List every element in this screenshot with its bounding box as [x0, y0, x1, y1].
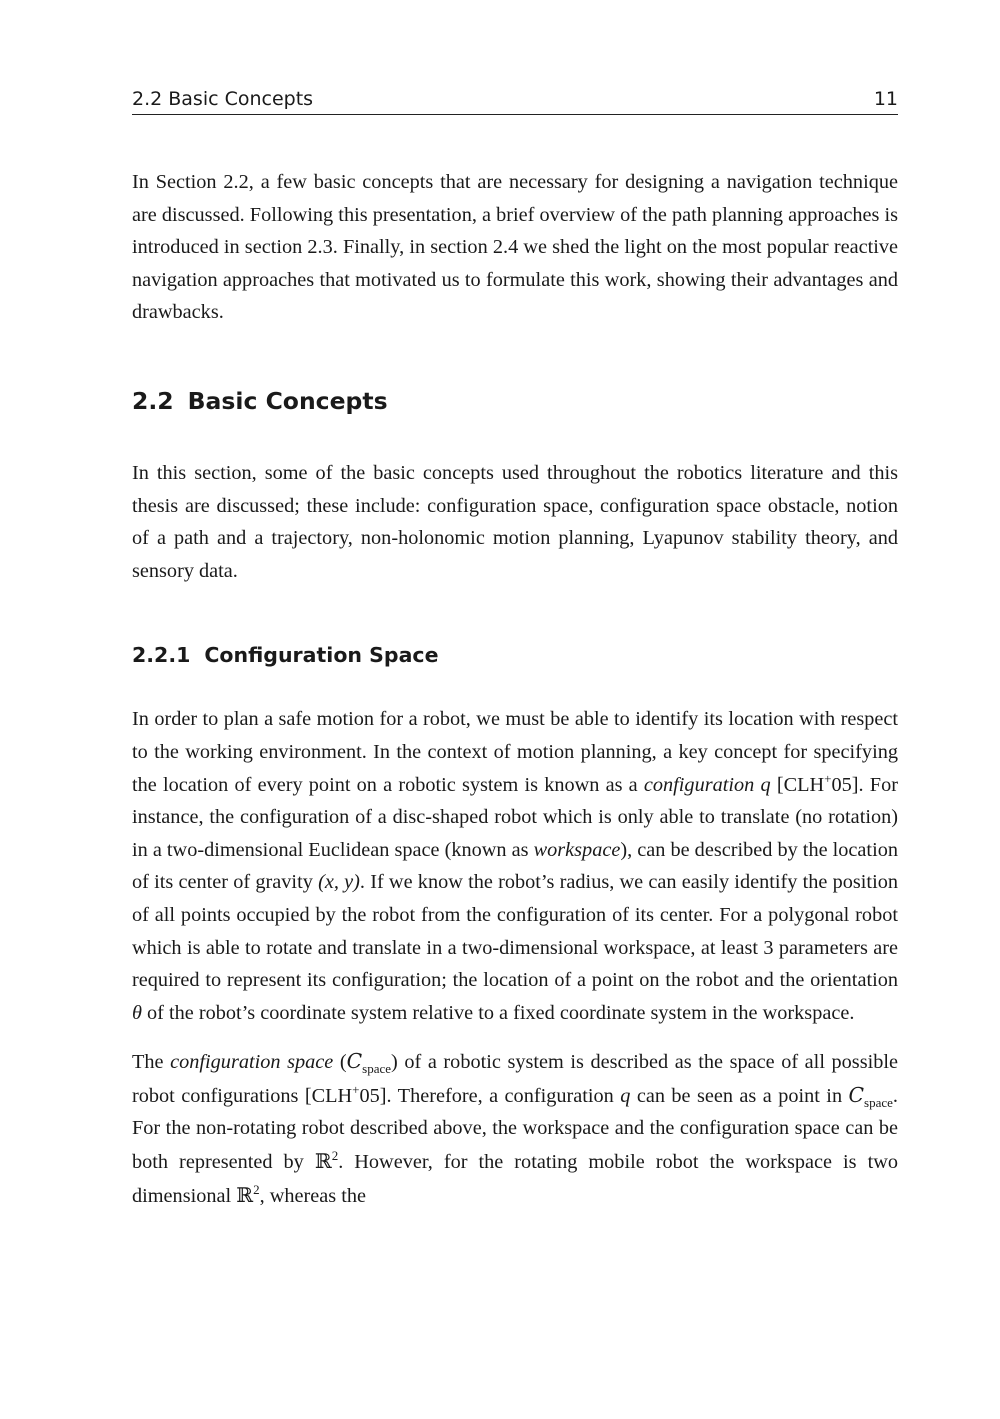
emphasis-configuration: configuration: [643, 773, 755, 796]
intro-paragraph: In Section 2.2, a few basic concepts that are necessary for designing a navigation technique are discussed. Following this presentation, a brief overview of the path planning approaches is introduced in section 2.3. Finally, in section 2.4 we shed the light on the most popular reactive navigation approaches that motivated us to formulate this work, showing their advantages and drawbacks.: [132, 171, 898, 324]
section-heading: [132, 387, 898, 415]
math-exponent: 2: [331, 1148, 339, 1164]
citation: [776, 770, 859, 796]
configuration-paragraph-1: [132, 703, 898, 1029]
text-run: (: [333, 1051, 347, 1074]
running-title: 2.2 Basic Concepts: [132, 88, 314, 110]
text-run: . Therefore, a configuration: [386, 1084, 621, 1107]
math-theta: θ: [132, 1001, 142, 1024]
math-cspace: C: [848, 1082, 865, 1107]
subsection-title: Configuration Space: [204, 643, 439, 668]
configuration-paragraph-2: [132, 1045, 898, 1212]
math-exponent: 2: [253, 1181, 260, 1197]
text-run: . For instance, the configuration of a disc-shaped robot which is only able to translate (no rotation) in a two-dimensional Euclidean space (known as: [132, 773, 898, 861]
text-run: . For the non-rotating robot described above, the workspace and the configuration space can be both represented by: [132, 1084, 898, 1174]
math-q: q: [760, 773, 771, 796]
text-run: , whereas the: [259, 1184, 367, 1207]
emphasis-configuration-space: configuration space: [170, 1051, 334, 1074]
text-run: of the robot’s coordinate system relative to a fixed coordinate system in the workspace.: [141, 1001, 855, 1024]
citation-sup: +: [824, 770, 832, 786]
text-run: . If we know the robot’s radius, we can easily identify the position of all points occupied by the robot from the configuration of its center. For a polygonal robot which is able to rotate and translate in a two-dimensional workspace, at least 3 parameters are required to represent its configuration; the location of a point on the robot and the orientation: [132, 871, 898, 992]
citation-key: [CLH: [776, 773, 825, 796]
math-cspace-sub: space: [864, 1094, 893, 1110]
math-cspace: C: [346, 1049, 363, 1074]
math-q: q: [620, 1084, 631, 1107]
math-real-r2: ℝ: [236, 1182, 254, 1207]
page-number: 11: [873, 88, 898, 110]
subsection-heading: [132, 643, 898, 667]
text-run: ), can be described by the location of its center of gravity: [132, 838, 898, 894]
citation-key: [CLH: [304, 1084, 353, 1107]
citation: [304, 1082, 387, 1107]
text-run: . However, for the rotating mobile robot the workspace is two dimensional: [132, 1151, 898, 1207]
citation-sup: +: [352, 1082, 360, 1098]
text-run: The: [132, 1051, 171, 1074]
citation-year: 05]: [831, 773, 859, 796]
text-run: can be seen as a point in: [630, 1084, 849, 1107]
section-title: Basic Concepts: [187, 386, 388, 415]
text-run: In order to plan a safe motion for a robot, we must be able to identify its location with respect to the working environment. In the context of motion planning, a key concept for specifying the location of every point on a robotic system is known as a: [132, 708, 898, 796]
math-real-r2: ℝ: [314, 1149, 332, 1174]
subsection-number: 2.2.1: [132, 643, 191, 668]
section-paragraph: In this section, some of the basic concepts used throughout the robotics literature and this thesis are discussed; these include: configuration space, configuration space obstacle, notion of a path and a trajectory, non-holonomic motion planning, Lyapunov stability theory, and sensory data.: [132, 461, 898, 582]
text-run: ) of a robotic system is described as the space of all possible robot configurations: [132, 1051, 899, 1107]
math-cspace-sub: space: [362, 1061, 392, 1077]
running-header: [132, 88, 898, 115]
section-number: 2.2: [132, 386, 174, 415]
math-xy: (x, y): [318, 871, 360, 894]
emphasis-workspace: workspace: [533, 838, 621, 861]
citation-year: 05]: [359, 1084, 387, 1107]
page-body: [132, 166, 898, 1212]
